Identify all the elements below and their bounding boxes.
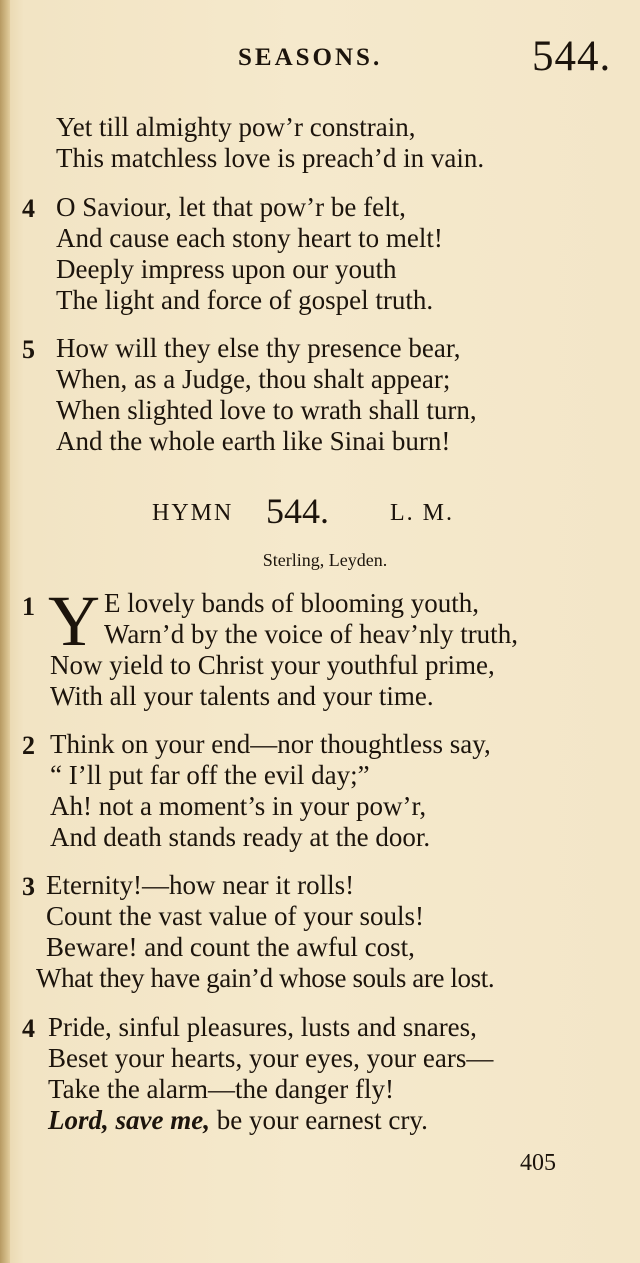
- stanza-number: 4: [22, 194, 35, 223]
- verse-line: Pride, sinful pleasures, lusts and snares,: [48, 1012, 477, 1042]
- tune-names: Sterling, Leyden.: [262, 550, 388, 570]
- page-header: [0, 34, 640, 84]
- verse-line: What they have gain’d whose souls are lost.: [36, 963, 495, 993]
- hymn-heading: [0, 492, 640, 532]
- drop-cap: Y: [48, 581, 100, 661]
- verse-line: When, as a Judge, thou shalt appear;: [56, 364, 451, 394]
- verse-line: Ah! not a moment’s in your pow’r,: [50, 791, 427, 821]
- page-spine-edge: [0, 0, 10, 1263]
- verse-line: How will they else thy presence bear,: [56, 333, 461, 363]
- hymn-number-header: 544.: [532, 33, 612, 80]
- verse-line: The light and force of gospel truth.: [56, 285, 434, 315]
- hymn-label: HYMN: [152, 500, 234, 526]
- verse-line: E lovely bands of blooming youth,: [104, 588, 479, 618]
- verse-line: O Saviour, let that pow’r be felt,: [56, 192, 406, 222]
- stanza-number: 4: [22, 1014, 35, 1043]
- verse-line: And death stands ready at the door.: [50, 822, 431, 852]
- verse-line: Beset your hearts, your eyes, your ears—: [48, 1043, 494, 1073]
- verse-line: With all your talents and your time.: [50, 681, 434, 711]
- page-number: 405: [520, 1150, 556, 1176]
- verse-line: When slighted love to wrath shall turn,: [56, 395, 477, 425]
- verse-line: And the whole earth like Sinai burn!: [56, 426, 451, 456]
- verse-emphasis: Lord, save me,: [48, 1105, 210, 1135]
- verse-line: Count the vast value of your souls!: [46, 901, 424, 931]
- stanza-number: 5: [22, 335, 35, 364]
- running-title: SEASONS.: [238, 44, 383, 71]
- hymn-meter: L. M.: [390, 500, 454, 526]
- verse-line: Warn’d by the voice of heav’nly truth,: [104, 619, 518, 649]
- verse-line: And cause each stony heart to melt!: [56, 223, 443, 253]
- verse-line: Yet till almighty pow’r constrain,: [56, 112, 416, 142]
- stanza-number: 1: [22, 592, 35, 621]
- verse-line-final: [48, 1105, 428, 1136]
- verse-line: This matchless love is preach’d in vain.: [56, 143, 485, 173]
- verse-line: Deeply impress upon our youth: [56, 254, 397, 284]
- verse-line: “ I’ll put far off the evil day;”: [50, 760, 370, 790]
- hymn-number: 544.: [266, 491, 329, 531]
- stanza-number: 3: [22, 872, 35, 901]
- verse-line: Eternity!—how near it rolls!: [46, 870, 355, 900]
- verse-line: Think on your end—nor thoughtless say,: [50, 729, 491, 759]
- verse-line: Beware! and count the awful cost,: [46, 932, 415, 962]
- verse-line: Now yield to Christ your youthful prime,: [50, 650, 495, 680]
- verse-line: Take the alarm—the danger fly!: [48, 1074, 394, 1104]
- stanza-number: 2: [22, 731, 35, 760]
- verse-line-rest: be your earnest cry.: [216, 1105, 428, 1135]
